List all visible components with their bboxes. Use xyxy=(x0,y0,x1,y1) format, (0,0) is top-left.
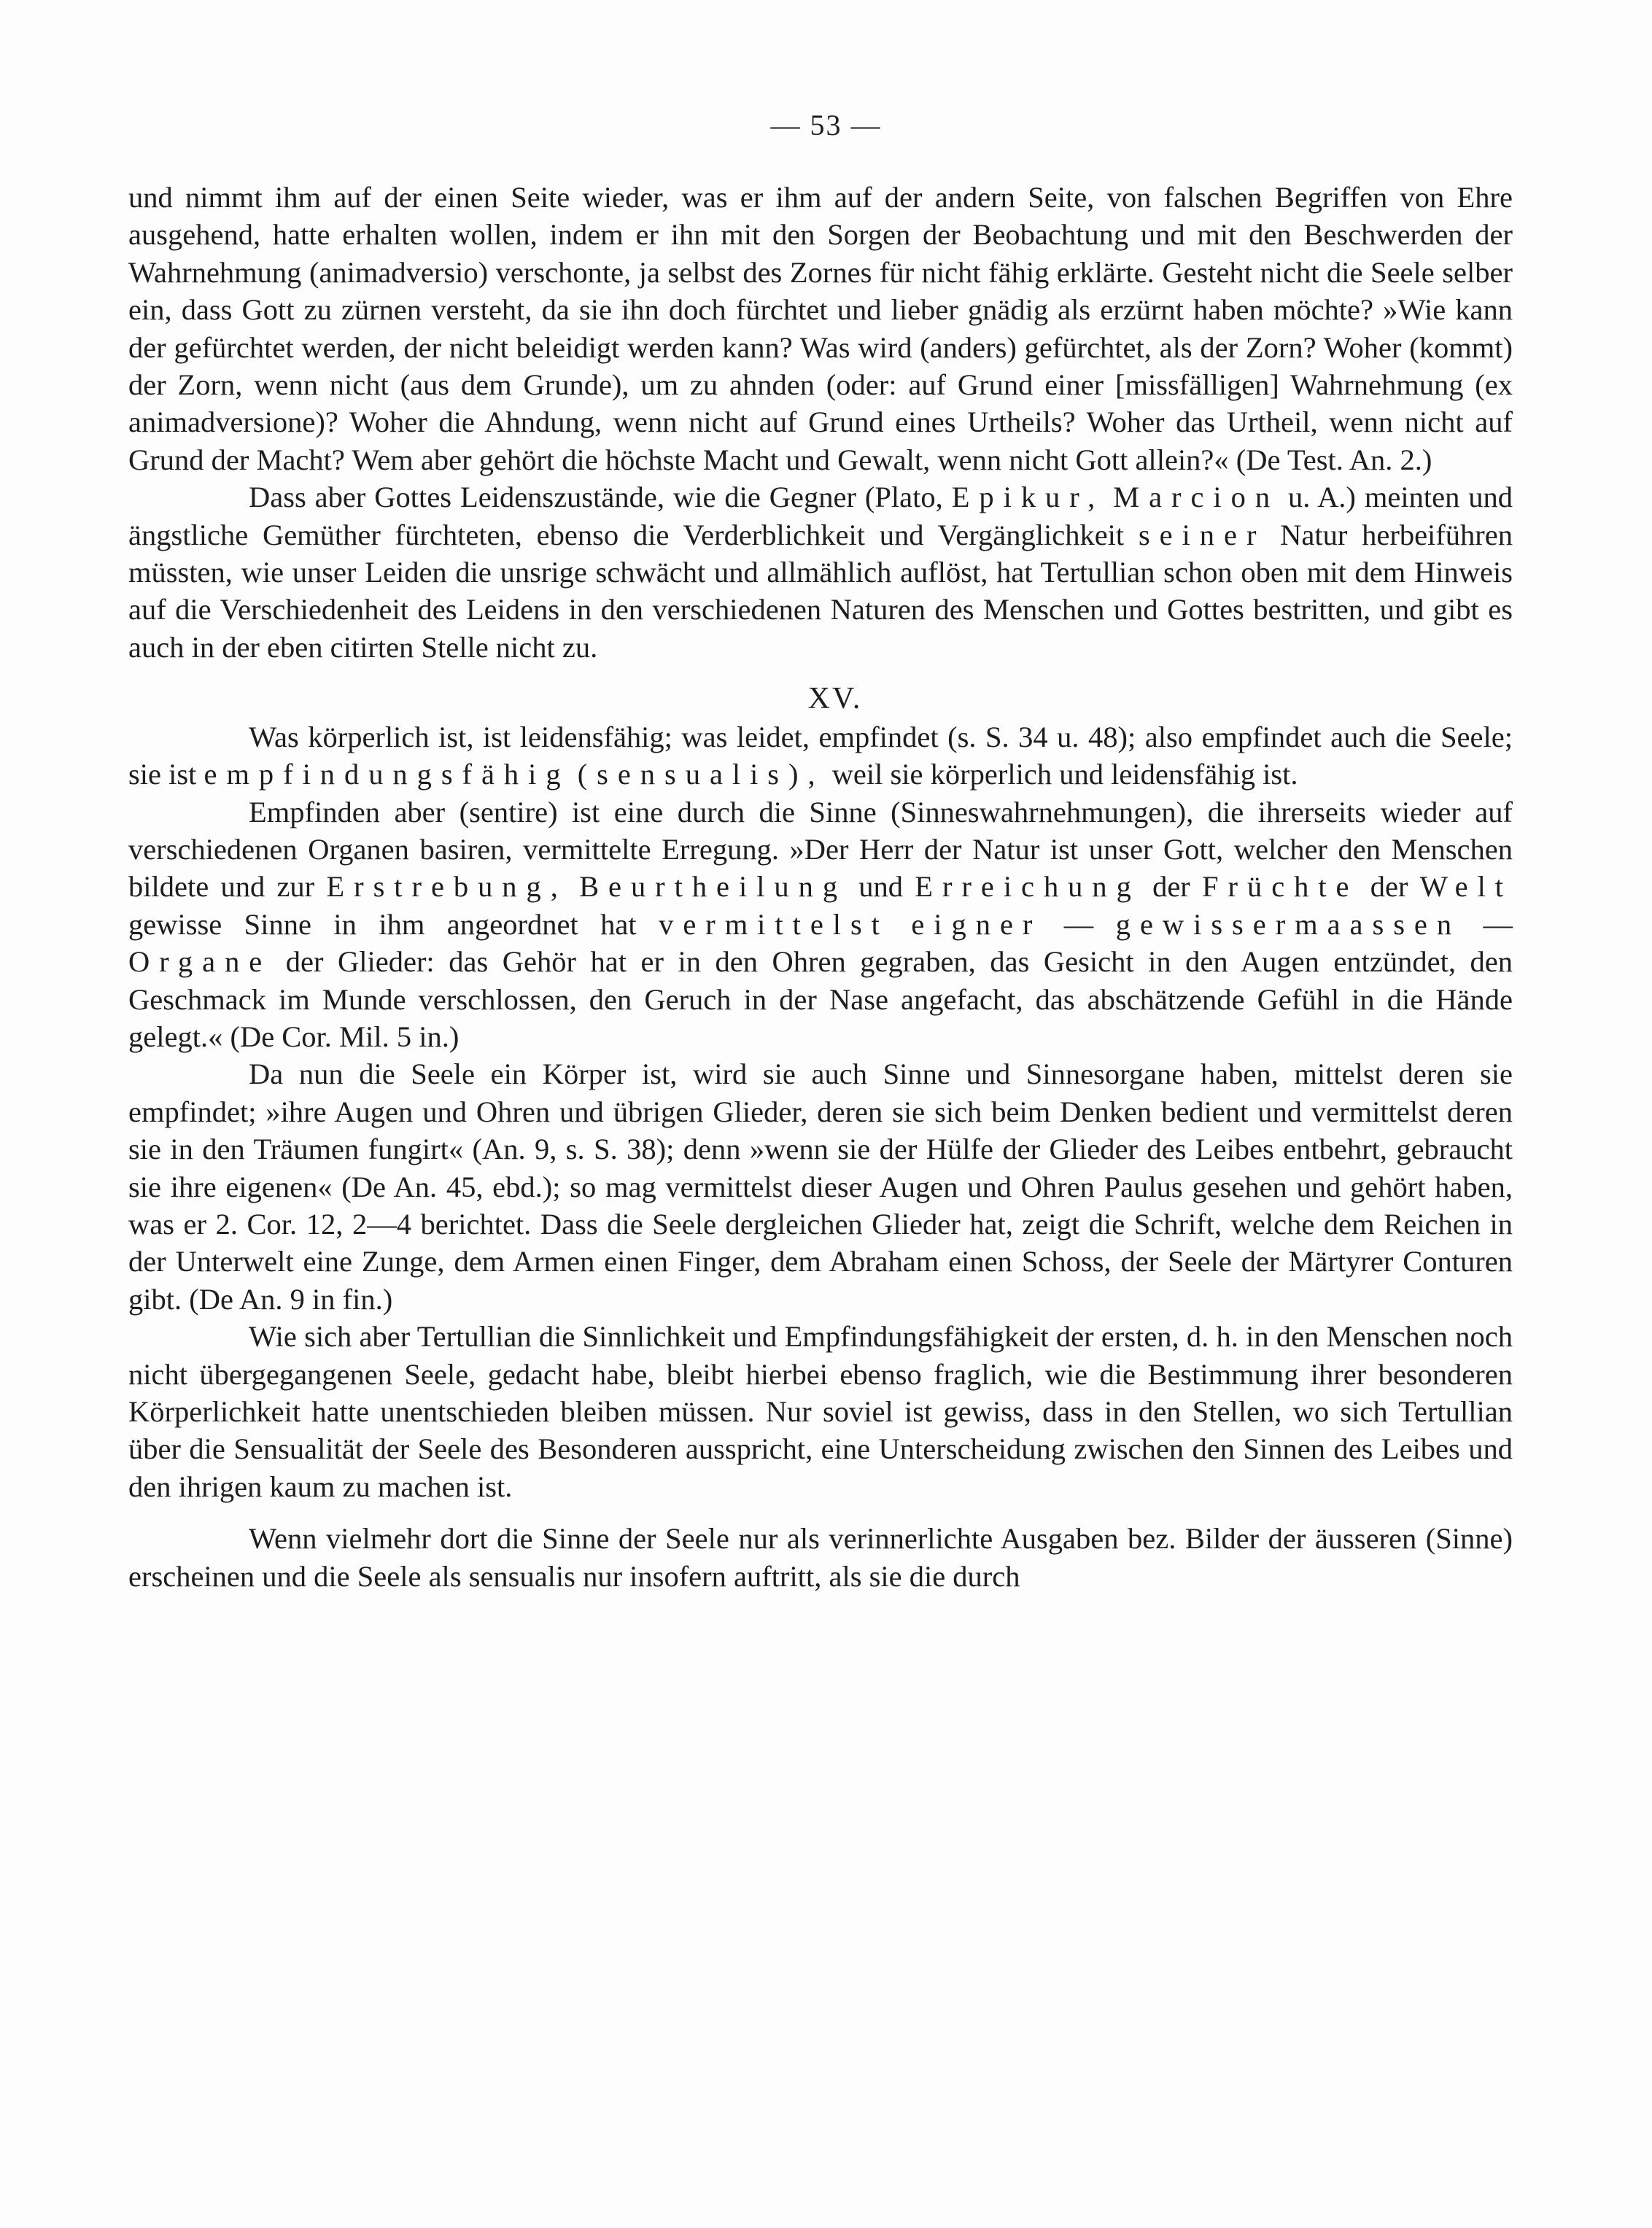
paragraph-7: Wenn vielmehr dort die Sinne der Seele nur als verinnerlichte Ausgaben bez. Bilder der äusseren (Sinne) erscheinen und die Seele als sensualis nur insofern auftritt, als sie die durch xyxy=(128,1522,1513,1593)
paragraph-1: und nimmt ihm auf der einen Seite wieder, was er ihm auf der andern Seite, von falschen Begriffen von Ehre ausgehend, hatte erhalten wollen, indem er ihn mit den Sorgen der Beobachtung und mit den Beschwerden der Wahrnehmung (animadversio) verschonte, ja selbst des Zornes für nicht fähig erklärte. Gesteht nicht die Seele selber ein, dass Gott zu zürnen versteht, da sie ihn doch fürchtet und lieber gnädig als erzürnt haben möchte? »Wie kann der gefürchtet werden, der nicht beleidigt werden kann? Was wird (anders) gefürchtet, als der Zorn? Woher (kommt) der Zorn, wenn nicht (aus dem Grunde), um zu ahnden (oder: auf Grund einer [missfälligen] Wahrnehmung (ex animadversione)? Woher die Ahndung, wenn nicht auf Grund eines Urtheils? Woher das Urtheil, wenn nicht auf Grund der Macht? Wem aber gehört die höchste Macht und Gewalt, wenn nicht Gott allein?« (De Test. An. 2.) xyxy=(128,181,1513,476)
body-text xyxy=(128,179,1513,1595)
paragraph-2: Dass aber Gottes Leidenszustände, wie die Gegner (Plato, Epikur, Marcion u. A.) meinten und ängstliche Gemüther fürchteten, ebenso die Verderblichkeit und Vergänglichkeit seiner Natur herbeiführen müssten, wie unser Leiden die unsrige schwächt und allmählich auflöst, hat Tertullian schon oben mit dem Hinweis auf die Verschiedenheit des Leidens in den verschiedenen Naturen des Menschen und Gottes bestritten, und gibt es auch in der eben citirten Stelle nicht zu. xyxy=(128,481,1513,664)
section-heading: XV. xyxy=(807,682,863,716)
paragraph-3: Was körperlich ist, ist leidensfähig; was leidet, empfindet (s. S. 34 u. 48); also empfindet auch die Seele; sie ist empfindungsfähig (sensualis), weil sie körperlich und leidensfähig ist. xyxy=(128,720,1513,791)
page-number: — 53 — xyxy=(770,109,882,141)
paragraph-6: Wie sich aber Tertullian die Sinnlichkeit und Empfindungsfähigkeit der ersten, d. h. in den Menschen noch nicht übergegangenen Seele, gedacht habe, bleibt hierbei ebenso fraglich, wie die Bestimmung ihrer besonderen Körperlichkeit hatte unentschieden bleiben müssen. Nur soviel ist gewiss, dass in den Stellen, wo sich Tertullian über die Sensualität der Seele des Besonderen ausspricht, eine Unterscheidung zwischen den Sinnen des Leibes und den ihrigen kaum zu machen ist. xyxy=(128,1320,1513,1503)
paragraph-4: Empfinden aber (sentire) ist eine durch die Sinne (Sinneswahrnehmungen), die ihrerseits wieder auf verschiedenen Organen basiren, vermittelte Erregung. »Der Herr der Natur ist unser Gott, welcher den Menschen bildete und zur Erstrebung, Beurtheilung und Erreichung der Früchte der Welt gewisse Sinne in ihm angeordnet hat vermittelst eigner — gewissermaassen — Organe der Glieder: das Gehör hat er in den Ohren gegraben, das Gesicht in den Augen entzündet, den Geschmack im Munde verschlossen, den Geruch in der Nase angefacht, das abschätzende Gefühl in die Hände gelegt.« (De Cor. Mil. 5 in.) xyxy=(128,795,1513,1053)
paragraph-5: Da nun die Seele ein Körper ist, wird sie auch Sinne und Sinnesorgane haben, mittelst deren sie empfindet; »ihre Augen und Ohren und übrigen Glieder, deren sie sich beim Denken bedient und vermittelst deren sie in den Träumen fungirt« (An. 9, s. S. 38); denn »wenn sie der Hülfe der Glieder des Leibes entbehrt, gebraucht sie ihre eigenen« (De An. 45, ebd.); so mag vermittelst dieser Augen und Ohren Paulus gesehen und gehört haben, was er 2. Cor. 12, 2—4 berichtet. Dass die Seele dergleichen Glieder hat, zeigt die Schrift, welche dem Reichen in der Unterwelt eine Zunge, dem Armen einen Finger, dem Abraham einen Schoss, der Seele der Märtyrer Conturen gibt. (De An. 9 in fin.) xyxy=(128,1057,1513,1316)
